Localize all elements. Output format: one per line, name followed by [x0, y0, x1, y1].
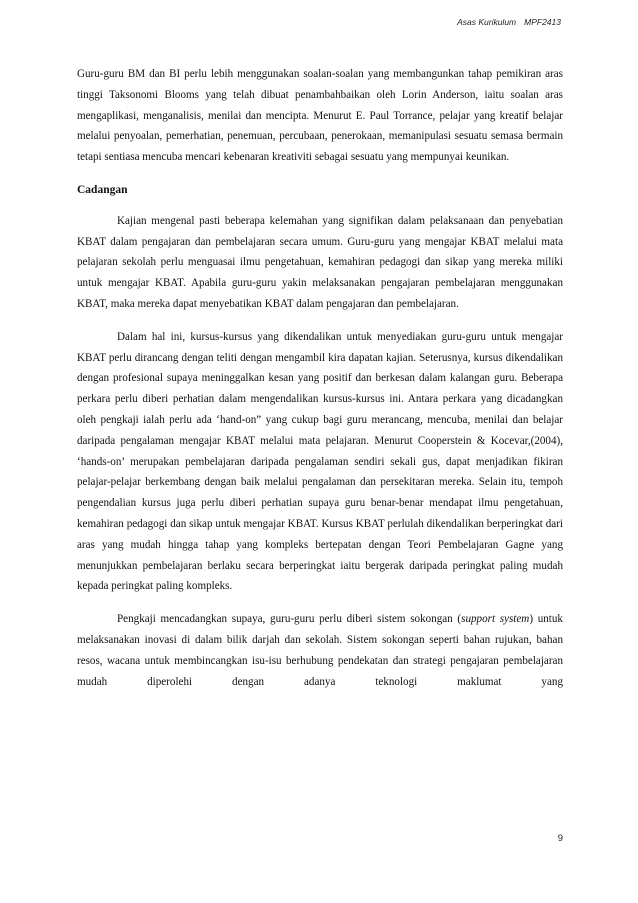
- paragraph-kbat-courses: Dalam hal ini, kursus-kursus yang dikendalikan untuk menyediakan guru-guru untuk mengajar KBAT perlu dirancang dengan teliti dengan mengambil kira dapatan kajian. Seterusnya, kursus dikendalikan dengan profesional supaya meninggalkan kesan yang positif dan berkesan dalam kalangan guru. Beberapa perkara perlu diberi perhatian dalam mengendalikan kursus-kursus ini. Antara perkara yang dicadangkan oleh pengkaji ialah perlu ada ‘hand-on” yang cukup bagi guru merancang, mencuba, menilai dan belajar daripada pengalaman mengajar KBAT melalui mata pelajaran. Menurut Cooperstein & Kocevar,(2004), ‘hands-on’ merupakan pembelajaran daripada pengalaman sendiri sekali gus, dapat menjadikan fikiran pelajar-pelajar berkembang dengan baik melalui pengalaman dan persekitaran mereka. Selain itu, tempoh pengendalian kursus juga perlu diberi perhatian supaya guru benar-benar mendapat ilmu pengetahuan, kemahiran pedagogi dan sikap untuk mengajar KBAT. Kursus KBAT perlulah dikendalikan berperingkat dari aras yang mudah hingga tahap yang kompleks bertepatan dengan Teori Pembelajaran Gagne yang menunjukkan pembelajaran berlaku secara berperingkat iaitu bergerak daripada peringkat paling mudah kepada peringkat paling kompleks.: [77, 330, 563, 593]
- page-number: 9: [557, 833, 563, 844]
- paragraph-kbat-weakness: Kajian mengenal pasti beberapa kelemahan yang signifikan dalam pelaksanaan dan penyebatian KBAT dalam pengajaran dan pembelajaran secara umum. Guru-guru yang mengajar KBAT melalui mata pelajaran sekolah perlu menguasai ilmu pengetahuan, kemahiran pedagogi dan sikap yang mereka miliki untuk mengajar KBAT. Apabila guru-guru yakin melaksanakan pengajaran pembelajaran menggunakan KBAT, maka mereka dapat menyebatikan KBAT dalam pengajaran dan pembelajaran.: [77, 214, 563, 310]
- paragraph-support-start: Pengkaji mencadangkan supaya, guru-guru perlu diberi sistem sokongan (: [117, 613, 462, 626]
- course-code: MPF2413: [524, 17, 561, 27]
- paragraph-support-end: ) untuk melaksanakan inovasi di dalam bilik darjah dan sekolah. Sistem sokongan seperti bahan rujukan, bahan resos, wacana untuk membincangkan isu-isu berhubung pendekatan dan strategi pengajaran pembelajaran mudah diperolehi dengan adanya teknologi maklumat yang: [77, 613, 563, 688]
- section-heading-cadangan: Cadangan: [77, 183, 128, 196]
- paragraph-bloom-taxonomy: Guru-guru BM dan BI perlu lebih menggunakan soalan-soalan yang membangunkan tahap pemikiran aras tinggi Taksonomi Blooms yang telah dibuat penambahbaikan oleh Lorin Anderson, iaitu soalan aras mengaplikasi, menganalisis, menilai dan mencipta. Menurut E. Paul Torrance, pelajar yang kreatif belajar melalui penyoalan, pemerhatian, penemuan, percubaan, penerokaan, memanipulasi sesuatu semasa bermain tetapi sentiasa mencuba mencari kebenaran kreativiti sebagai sesuatu yang mempunyai keunikan.: [77, 68, 563, 164]
- course-name: Asas Kurikulum: [457, 17, 517, 27]
- page-body: [77, 64, 563, 692]
- support-system-term: support system: [461, 613, 530, 626]
- running-header: [457, 17, 561, 27]
- paragraph-support-system: [77, 609, 563, 692]
